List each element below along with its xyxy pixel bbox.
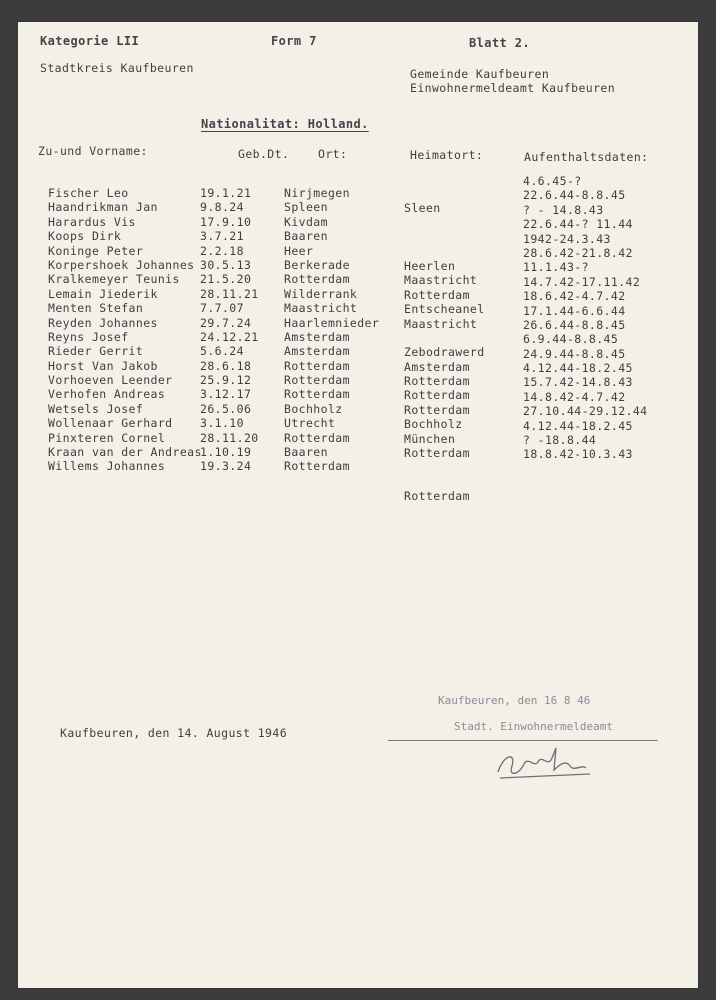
form-label: Form 7 (271, 34, 317, 48)
column-header-aufenthalt: Aufenthaltsdaten: (524, 150, 649, 164)
person-name: Kraan van der Andreas (48, 445, 202, 460)
heimatort-column (404, 187, 485, 504)
name-column (48, 186, 202, 474)
birth-date: 7.7.07 (200, 301, 244, 316)
birth-place: Utrecht (284, 416, 336, 431)
aufenthalt-entry: 22.6.44-? 11.44 (523, 217, 633, 232)
person-name: Fischer Leo (48, 186, 129, 200)
stadtkreis-label: Stadtkreis Kaufbeuren (40, 61, 194, 75)
amt-label: Einwohnermeldeamt Kaufbeuren (410, 81, 616, 95)
blatt-label: Blatt 2. (469, 36, 530, 50)
birth-place: Baaren (284, 229, 328, 244)
birth-date: 17.9.10 (200, 214, 252, 229)
birth-place: Rotterdam (284, 387, 350, 402)
document-page (18, 22, 698, 988)
birth-place: Amsterdam (284, 344, 350, 359)
aufenthalt-entry: 14.7.42-17.11.42 (523, 274, 641, 289)
stamp-office: Stadt. Einwohnermeldeamt (454, 720, 613, 733)
heimatort-entry: Maastricht (404, 273, 478, 288)
birth-place: Spleen (284, 200, 328, 215)
birth-place: Haarlemnieder (284, 315, 380, 330)
aufenthalt-entry: 15.7.42-14.8.43 (523, 375, 633, 390)
heimatort-entry: Zebodrawerd (404, 345, 485, 360)
person-name: Verhofen Andreas (48, 387, 166, 402)
person-name: Koninge Peter (48, 243, 144, 258)
column-header-name: Zu-und Vorname: (38, 144, 148, 158)
heimatort-entry-blank (404, 331, 485, 345)
place-date-line: Kaufbeuren, den 14. August 1946 (60, 726, 288, 740)
birth-date: 21.5.20 (200, 272, 252, 287)
aufenthalt-entry: 22.6.44-8.8.45 (523, 188, 626, 203)
person-name: Kralkemeyer Teunis (48, 272, 180, 287)
gemeinde-label: Gemeinde Kaufbeuren (410, 67, 550, 81)
aufenthalt-entry: 26.6.44-8.8.45 (523, 317, 626, 332)
aufenthalt-entry: 18.6.42-4.7.42 (523, 289, 626, 304)
heimatort-entry: Rotterdam (404, 402, 470, 417)
aufenthalt-entry: 28.6.42-21.8.42 (523, 245, 633, 260)
signature-image (490, 744, 610, 784)
signature-line (388, 740, 658, 741)
birth-place: Baaren (284, 445, 328, 460)
birth-date: 9.8.24 (200, 200, 244, 215)
person-name: Koops Dirk (48, 229, 122, 244)
aufenthalt-entry: ? - 14.8.43 (523, 202, 604, 217)
heimatort-entry-blank (404, 475, 485, 489)
birth-place: Berkerade (284, 257, 350, 272)
person-name: Menten Stefan (48, 301, 144, 316)
heimatort-entry-blank (404, 216, 485, 230)
birth-date: 26.5.06 (200, 401, 252, 416)
person-name: Vorhoeven Leender (48, 373, 173, 388)
heimatort-entry-blank (404, 230, 485, 244)
aufenthalt-entry: 4.6.45-? (523, 174, 582, 188)
birth-date: 30.5.13 (200, 257, 252, 272)
birth-date: 3.1.10 (200, 416, 244, 431)
birth-place: Bochholz (284, 401, 343, 416)
birth-place: Rotterdam (284, 272, 350, 287)
person-name: Korpershoek Johannes (48, 257, 195, 272)
heimatort-entry-blank (404, 460, 485, 474)
birth-place: Nirjmegen (284, 186, 350, 200)
heimatort-entry-blank (404, 245, 485, 259)
heimatort-entry: Rotterdam (404, 388, 470, 403)
birth-place: Maastricht (284, 301, 358, 316)
column-header-ort: Ort: (318, 147, 348, 161)
heimatort-entry: München (404, 431, 456, 446)
heimatort-entry: Bochholz (404, 417, 463, 432)
person-name: Haandrikman Jan (48, 200, 158, 215)
aufenthalt-entry: 1942-24.3.43 (523, 231, 611, 246)
birth-date: 3.12.17 (200, 387, 252, 402)
birthdate-column (200, 186, 259, 474)
birth-place: Rotterdam (284, 459, 350, 474)
birth-date: 24.12.21 (200, 329, 259, 344)
heimatort-entry: Amsterdam (404, 359, 470, 374)
birthplace-column (284, 186, 379, 474)
aufenthalt-entry: 11.1.43-? (523, 260, 589, 275)
birth-date: 2.2.18 (200, 243, 244, 258)
aufenthalt-entry: 27.10.44-29.12.44 (523, 404, 648, 419)
column-header-heimatort: Heimatort: (410, 148, 484, 162)
birth-date: 1.10.19 (200, 445, 252, 460)
heimatort-entry: Rotterdam (404, 287, 470, 302)
person-name: Lemain Jiederik (48, 286, 158, 301)
person-name: Harardus Vis (48, 214, 136, 229)
birth-place: Kivdam (284, 214, 328, 229)
person-name: Wetsels Josef (48, 401, 144, 416)
birth-place: Heer (284, 243, 314, 258)
heimatort-entry: Maastricht (404, 316, 478, 331)
birth-place: Rotterdam (284, 430, 350, 445)
birth-date: 3.7.21 (200, 229, 244, 244)
heimatort-entry: Heerlen (404, 258, 456, 273)
birth-date: 19.3.24 (200, 459, 252, 474)
nationality-title: Nationalitat: Holland. (201, 117, 369, 131)
person-name: Reyns Josef (48, 329, 129, 344)
heimatort-entry: Sleen (404, 201, 441, 216)
aufenthalt-entry: 4.12.44-18.2.45 (523, 418, 633, 433)
birth-place: Wilderrank (284, 286, 358, 301)
heimatort-entry: Rotterdam (404, 489, 470, 504)
aufenthalt-entry: 14.8.42-4.7.42 (523, 389, 626, 404)
heimatort-entry-blank (404, 187, 485, 201)
birth-date: 5.6.24 (200, 344, 244, 359)
aufenthalt-entry: 17.1.44-6.6.44 (523, 303, 626, 318)
aufenthalt-entry: 18.8.42-10.3.43 (523, 447, 633, 462)
birth-date: 28.11.20 (200, 430, 259, 445)
person-name: Willems Johannes (48, 459, 166, 474)
person-name: Wollenaar Gerhard (48, 416, 173, 431)
birth-place: Rotterdam (284, 373, 350, 388)
aufenthalt-entry: 24.9.44-8.8.45 (523, 346, 626, 361)
heimatort-entry: Rotterdam (404, 446, 470, 461)
stamp-date: Kaufbeuren, den 16 8 46 (438, 694, 591, 707)
heimatort-entry: Rotterdam (404, 374, 470, 389)
heimatort-entry: Entscheanel (404, 302, 485, 317)
kategorie-label: Kategorie LII (40, 34, 140, 48)
aufenthalt-column (523, 174, 648, 462)
birth-date: 28.6.18 (200, 358, 252, 373)
person-name: Pinxteren Cornel (48, 430, 166, 445)
birth-date: 28.11.21 (200, 286, 259, 301)
person-name: Reyden Johannes (48, 315, 158, 330)
column-header-geb: Geb.Dt. (238, 147, 290, 161)
aufenthalt-entry: 4.12.44-18.2.45 (523, 361, 633, 376)
birth-date: 29.7.24 (200, 315, 252, 330)
person-name: Rieder Gerrit (48, 344, 144, 359)
birth-place: Amsterdam (284, 329, 350, 344)
birth-date: 25.9.12 (200, 373, 252, 388)
birth-place: Rotterdam (284, 358, 350, 373)
aufenthalt-entry: ? -18.8.44 (523, 433, 597, 448)
person-name: Horst Van Jakob (48, 358, 158, 373)
birth-date: 19.1.21 (200, 186, 252, 200)
aufenthalt-entry: 6.9.44-8.8.45 (523, 332, 619, 347)
